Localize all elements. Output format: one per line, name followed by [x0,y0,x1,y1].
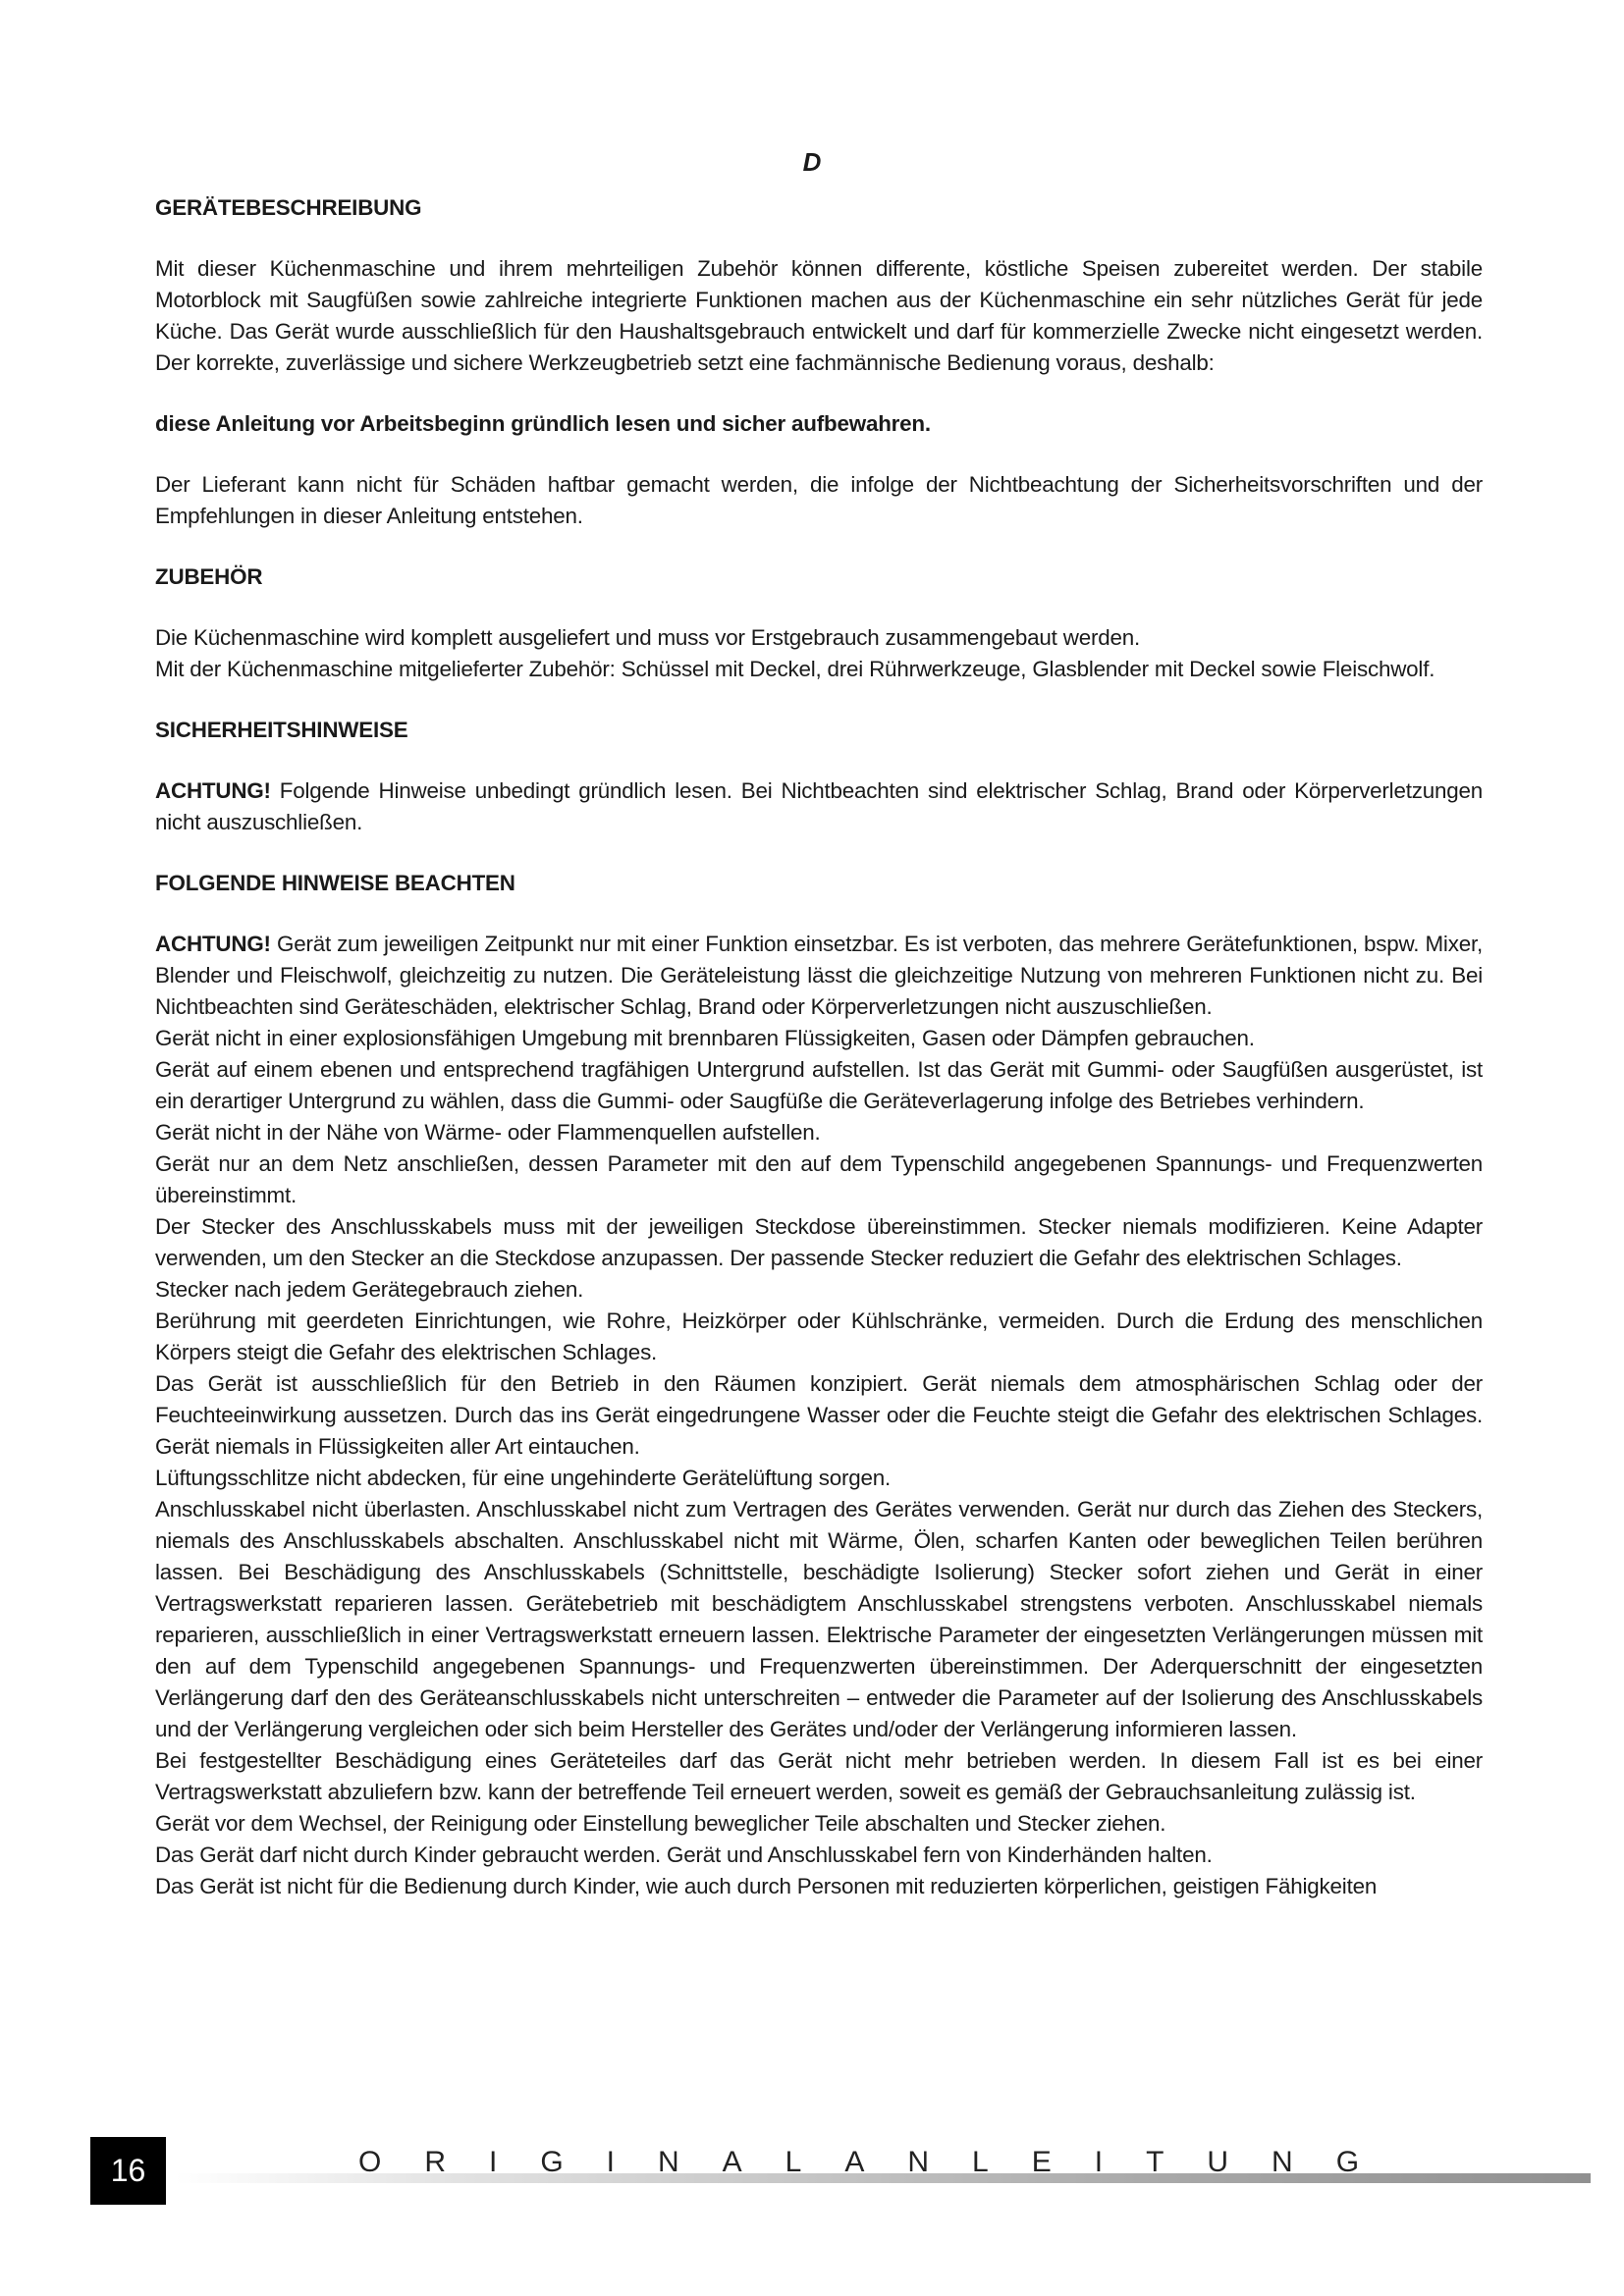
list-item: Berührung mit geerdeten Einrichtungen, wie Rohre, Heizkörper oder Kühlschränke, vermeiden. Durch die Erdung des menschlichen Körpers steigt die Gefahr des elektrischen Schlages. [155,1308,1483,1364]
list-item: Gerät vor dem Wechsel, der Reinigung oder Einstellung beweglicher Teile abschalten und Stecker ziehen. [155,1811,1166,1836]
list-item: Der Stecker des Anschlusskabels muss mit der jeweiligen Steckdose übereinstimmen. Stecker niemals modifizieren. Keine Adapter verwenden, um den Stecker an die Steckdose anzupassen. Der passende Stecker reduziert die Gefahr des elektrischen Schlages. [155,1214,1483,1270]
heading-hinweise-beachten: FOLGENDE HINWEISE BEACHTEN [155,871,515,895]
list-item: Gerät nicht in einer explosionsfähigen Umgebung mit brennbaren Flüssigkeiten, Gasen oder Dämpfen gebrauchen. [155,1026,1255,1050]
zubehoer-text [155,622,1483,685]
list-item: Lüftungsschlitze nicht abdecken, für eine ungehinderte Gerätelüftung sorgen. [155,1466,892,1490]
paragraph-intro: Mit dieser Küchenmaschine und ihrem mehrteiligen Zubehör können differente, köstliche Speisen zubereitet werden. Der stabile Motorblock mit Saugfüßen sowie zahlreiche integrierte Funktionen machen aus der Küchenmaschine ein sehr nützliches Gerät für jede Küche. Das Gerät wurde ausschließlich für den Haushaltsgebrauch entwickelt und darf für kommerzielle Zwecke nicht eingesetzt werden. Der korrekte, zuverlässige und sichere Werkzeugbetrieb setzt eine fachmännische Bedienung voraus, deshalb: [155,256,1483,375]
heading-sicherheitshinweise: SICHERHEITSHINWEISE [155,718,408,742]
hinweise-list [155,929,1483,1902]
warning-label: ACHTUNG! [155,778,271,803]
list-item [155,929,1483,1023]
document-body [155,192,1483,1902]
page-number: 16 [90,2137,166,2205]
paragraph-read-instructions: diese Anleitung vor Arbeitsbeginn gründlich lesen und sicher aufbewahren. [155,411,931,436]
list-item: Das Gerät ist ausschließlich für den Betrieb in den Räumen konzipiert. Gerät niemals dem atmosphärischen Schlag oder der Feuchteeinwirkung aussetzen. Durch das ins Gerät eingedrungene Wasser oder die Feuchte steigt die Gefahr des elektrischen Schlages. Gerät niemals in Flüssigkeiten aller Art eintauchen. [155,1371,1483,1459]
list-item: Das Gerät darf nicht durch Kinder gebraucht werden. Gerät und Anschlusskabel fern von Kinderhänden halten. [155,1842,1213,1867]
list-item: Gerät nur an dem Netz anschließen, dessen Parameter mit den auf dem Typenschild angegebenen Spannungs- und Frequenzwerten übereinstimmt. [155,1151,1483,1207]
list-item: Das Gerät ist nicht für die Bedienung durch Kinder, wie auch durch Personen mit reduzierten körperlichen, geistigen Fähigkeiten [155,1874,1378,1898]
paragraph-warning [155,775,1483,838]
zubehoer-line: Die Küchenmaschine wird komplett ausgeliefert und muss vor Erstgebrauch zusammengebaut werden. [155,625,1140,650]
heading-zubehoer: ZUBEHÖR [155,564,263,589]
zubehoer-line: Mit der Küchenmaschine mitgelieferter Zubehör: Schüssel mit Deckel, drei Rührwerkzeuge, Glasblender mit Deckel sowie Fleischwolf. [155,657,1435,681]
list-item: Stecker nach jedem Gerätegebrauch ziehen. [155,1277,584,1302]
list-item: Bei festgestellter Beschädigung eines Geräteteiles darf das Gerät nicht mehr betrieben werden. In diesem Fall ist es bei einer Vertragswerkstatt abzuliefern bzw. kann der betreffende Teil erneuert werden, soweit es gemäß der Gebrauchsanleitung zulässig ist. [155,1748,1483,1804]
list-item: Gerät nicht in der Nähe von Wärme- oder Flammenquellen aufstellen. [155,1120,821,1145]
warning-text: Gerät zum jeweiligen Zeitpunkt nur mit einer Funktion einsetzbar. Es ist verboten, das mehrere Gerätefunktionen, bspw. Mixer, Blender und Fleischwolf, gleichzeitig zu nutzen. Die Geräteleistung lässt die gleichzeitige Nutzung von mehreren Funktionen nicht zu. Bei Nichtbeachten sind Geräteschäden, elektrischer Schlag, Brand oder Körperverletzungen nicht auszuschließen. [155,932,1483,1019]
footer-label: ORIGINALANLEITUNG [358,2146,1403,2178]
list-item: Anschlusskabel nicht überlasten. Anschlusskabel nicht zum Vertragen des Gerätes verwenden. Gerät nur durch das Ziehen des Steckers, niemals des Anschlusskabels abschalten. Anschlusskabel nicht mit Wärme, Ölen, scharfen Kanten oder beweglichen Teilen berühren lassen. Bei Beschädigung des Anschlusskabels (Schnittstelle, beschädigte Isolierung) Stecker sofort ziehen und Gerät in einer Vertragswerkstatt reparieren lassen. Gerätebetrieb mit beschädigtem Anschlusskabel strengstens verboten. Anschlusskabel niemals reparieren, ausschließlich in einer Vertragswerkstatt erneuern lassen. Elektrische Parameter der eingesetzten Verlängerungen müssen mit den auf dem Typenschild angegebenen Spannungs- und Frequenzwerten übereinstimmen. Der Aderquerschnitt der eingesetzten Verlängerung darf den des Geräteanschlusskabels nicht unterschreiten – entweder die Parameter auf der Isolierung des Anschlusskabels und der Verlängerung vergleichen oder sich beim Hersteller des Gerätes und/oder der Verlängerung informieren lassen. [155,1497,1483,1741]
page-language-letter: D [802,147,822,177]
paragraph-liability: Der Lieferant kann nicht für Schäden haftbar gemacht werden, die infolge der Nichtbeachtung der Sicherheitsvorschriften und der Empfehlungen in dieser Anleitung entstehen. [155,472,1483,528]
heading-geraetebeschreibung: GERÄTEBESCHREIBUNG [155,195,422,220]
warning-text: Folgende Hinweise unbedingt gründlich lesen. Bei Nichtbeachten sind elektrischer Schlag, Brand oder Körperverletzungen nicht auszuschließen. [155,778,1483,834]
warning-label: ACHTUNG! [155,932,271,956]
list-item: Gerät auf einem ebenen und entsprechend tragfähigen Untergrund aufstellen. Ist das Gerät mit Gummi- oder Saugfüßen ausgerüstet, ist ein derartiger Untergrund zu wählen, dass die Gummi- oder Saugfüße die Geräteverlagerung infolge des Betriebes verhindern. [155,1057,1483,1113]
